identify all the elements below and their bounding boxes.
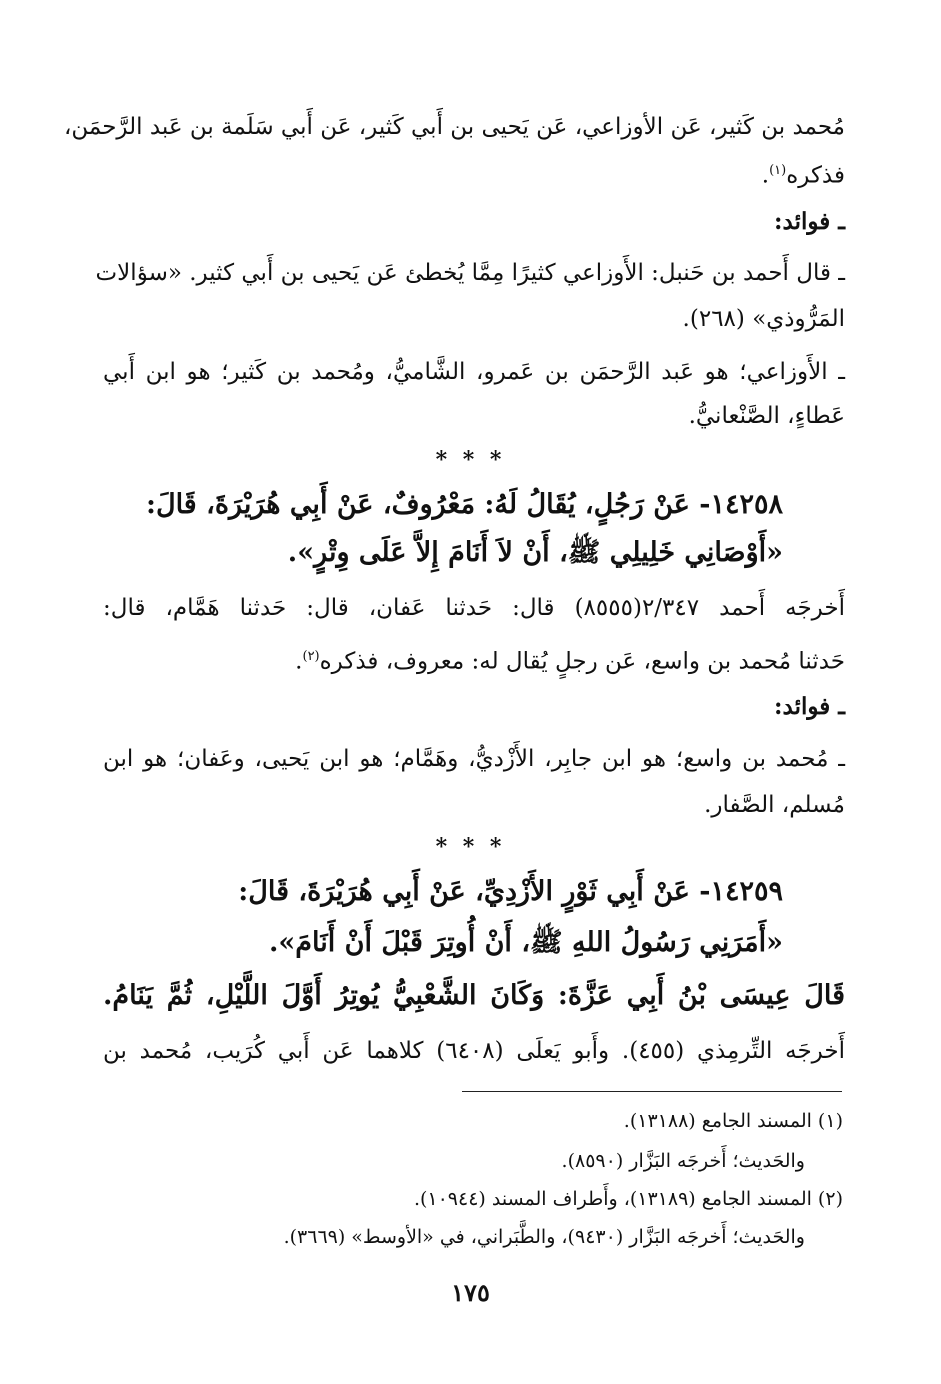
text-line: مُحمد بن كَثير، عَن الأوزاعي، عَن يَحيى بن أَبي كَثير، عَن أَبي سَلَمة بن عَبد الرَّحمَن، — [63, 114, 845, 140]
text-line: ـ قال أَحمد بن حَنبل: الأَوزاعي كثيرًا مِمَّا يُخطئ عَن يَحيى بن أَبي كثير. «سؤالات — [95, 260, 845, 286]
text-line: عَطاءٍ، الصَّنْعانيُّ. — [688, 403, 845, 429]
hadith-text: قَالَ عِيسَى بْنُ أَبِي عَزَّةَ: وَكَانَ الشَّعْبِيُّ يُوتِرُ أَوَّلَ اللَّيْلِ، ثُمَّ يَنَامُ. — [103, 980, 845, 1011]
text-line: أَخرجَه التِّرمِذي (٤٥٥). وأَبو يَعلَى (٦٤٠٨) كلاهما عَن أَبي كُرَيب، مُحمد بن — [103, 1038, 845, 1064]
text-line: المَرُّوذي» (٢٦٨). — [682, 306, 845, 332]
text-line: ـ الأَوزاعي؛ هو عَبد الرَّحمَن بن عَمرو، الشَّاميُّ، ومُحمد بن كَثير؛ هو ابن أَبي — [103, 359, 845, 385]
footnote: (١) المسند الجامع (١٣١٨٨). — [623, 1110, 843, 1132]
hadith-text: ١٤٢٥٩- عَنْ أَبِي ثَوْرٍ الأَزْدِيِّ، عَنْ أَبِي هُرَيْرَةَ، قَالَ: — [238, 876, 783, 907]
hadith-text: «أَمَرَنِي رَسُولُ اللهِ ﷺ، أَنْ أُوتِرَ قَبْلَ أَنْ أَنَامَ». — [268, 927, 783, 958]
text-line: أَخرجَه أَحمد ٢/٣٤٧(٨٥٥٥) قال: حَدثنا عَفان، قال: حَدثنا هَمَّام، قال: — [103, 595, 845, 621]
section-separator: * * * — [435, 834, 506, 860]
footnote: والحَديث؛ أَخرجَه البَزَّار (٨٥٩٠). — [561, 1150, 805, 1172]
section-separator: * * * — [435, 447, 506, 473]
hadith-text: «أَوْصَانِي خَلِيلِي ﷺ، أَنْ لاَ أَنَامَ إِلاَّ عَلَى وِتْرٍ». — [287, 537, 783, 568]
section-heading: ـ فوائد: — [774, 693, 845, 720]
page-number: ١٧٥ — [451, 1278, 490, 1307]
text-line: مُسلم، الصَّفار. — [704, 792, 845, 818]
text-line — [295, 642, 845, 677]
footnote-separator — [462, 1091, 842, 1092]
text-line — [762, 156, 845, 191]
hadith-text: ١٤٢٥٨- عَنْ رَجُلٍ، يُقَالُ لَهُ: مَعْرُوفٌ، عَنْ أَبِي هُرَيْرَةَ، قَالَ: — [146, 489, 783, 520]
text-fragment: فذكره — [786, 162, 845, 189]
footnote-ref: (٢) — [302, 649, 320, 664]
text-fragment: حَدثنا مُحمد بن واسع، عَن رجلٍ يُقال له: معروف، فذكره — [319, 648, 845, 675]
section-heading: ـ فوائد: — [774, 208, 845, 235]
footnote: والحَديث؛ أَخرجَه البَزَّار (٩٤٣٠)، والطَّبَراني، في «الأوسط» (٣٦٦٩). — [283, 1226, 805, 1248]
footnote: (٢) المسند الجامع (١٣١٨٩)، وأَطراف المسند (١٠٩٤٤). — [413, 1188, 843, 1210]
text-line: ـ مُحمد بن واسع؛ هو ابن جابِر، الأَزْديُّ، وهَمَّام؛ هو ابن يَحيى، وعَفان؛ هو ابن — [103, 746, 845, 772]
footnote-ref: (١) — [769, 163, 787, 178]
text-fragment: . — [295, 648, 303, 675]
text-fragment: . — [761, 162, 770, 189]
